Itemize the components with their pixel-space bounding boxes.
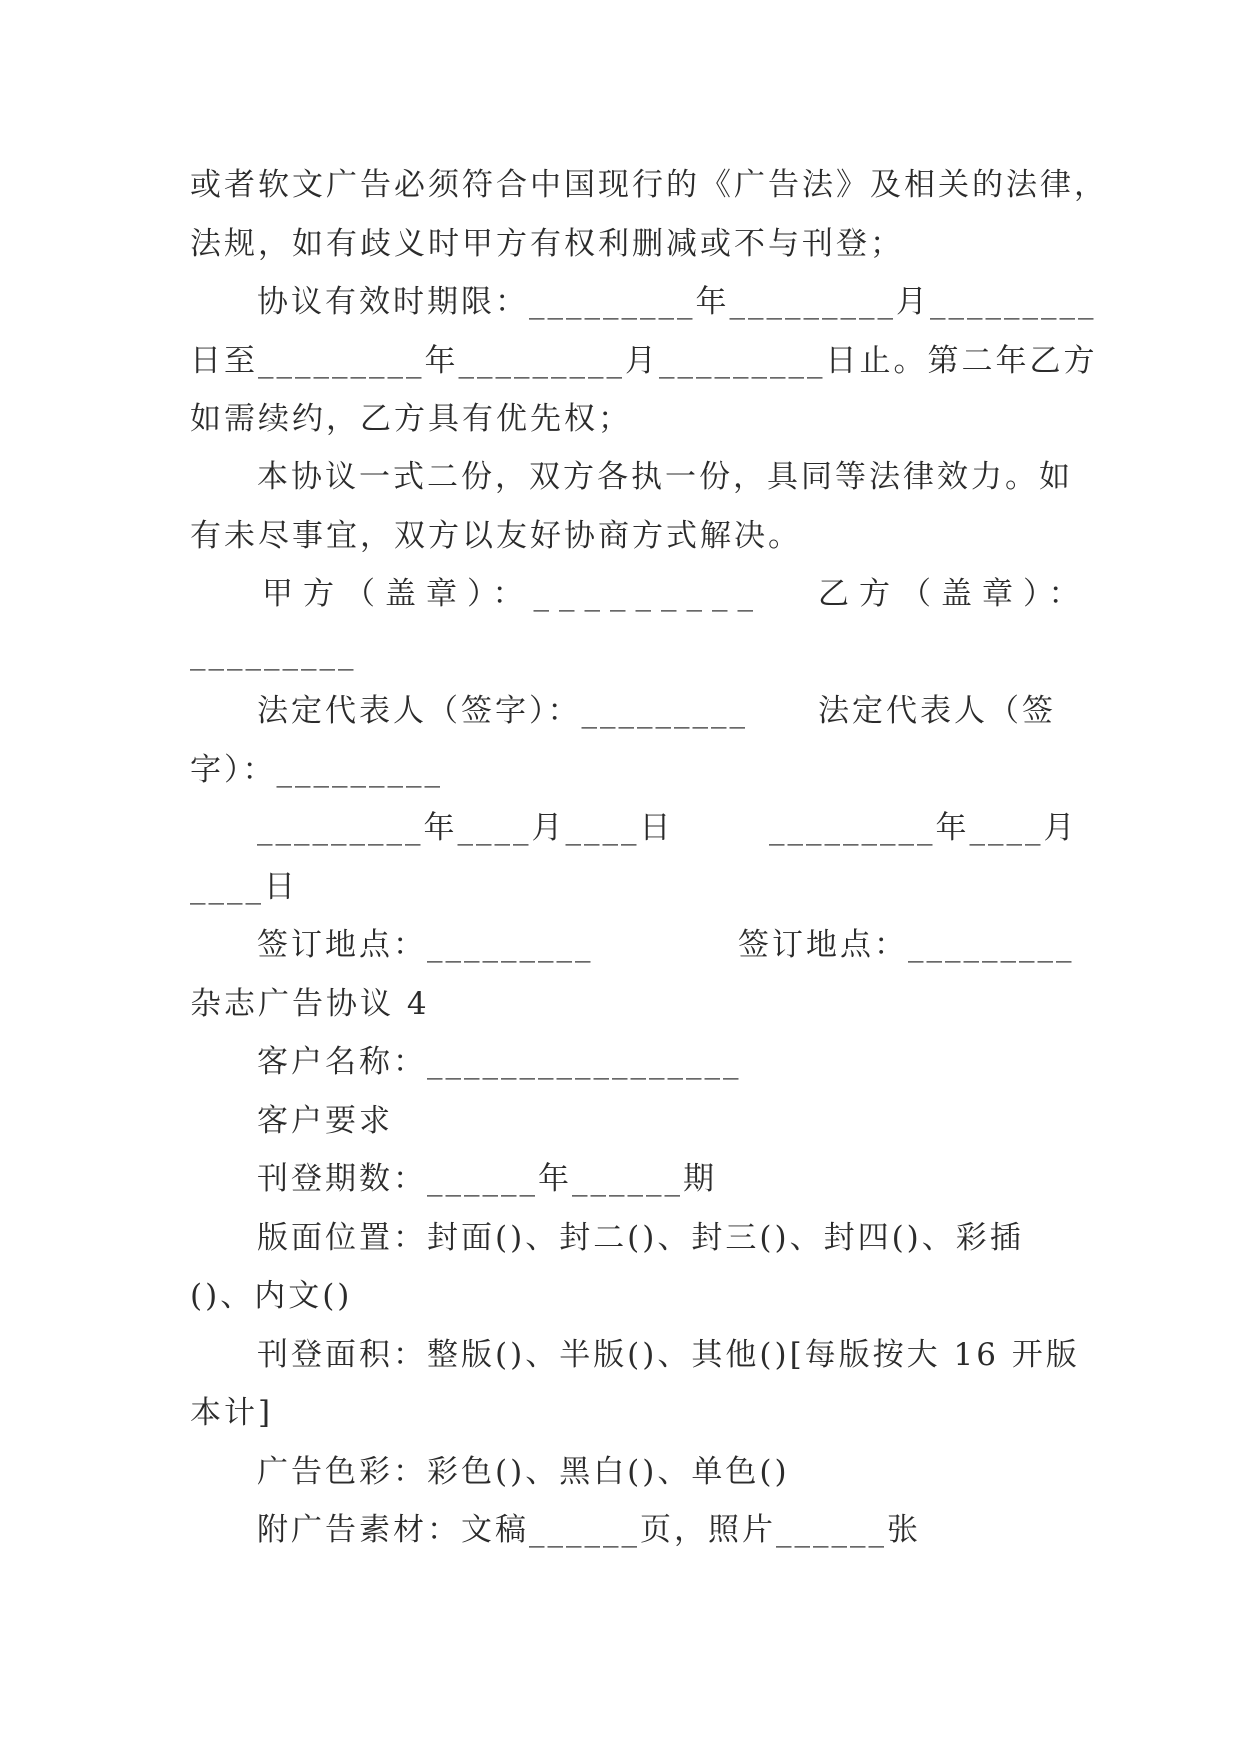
- text-line: 刊登期数：______年______期: [257, 1161, 717, 1197]
- party-a-seal-line: 甲方（盖章）：_________: [262, 576, 763, 612]
- party-a-date-line: _________年____月____日: [257, 810, 674, 846]
- text-line: 客户名称：_________________: [257, 1044, 742, 1080]
- text-line: ()、内文(): [190, 1278, 353, 1314]
- party-b-seal-line: 乙方（盖章）：: [818, 576, 1090, 612]
- text-line: 法规，如有歧义时甲方有权利删减或不与刊登；: [190, 226, 904, 262]
- text-line: 刊登面积：整版()、半版()、其他()[每版按大 16 开版: [257, 1337, 1080, 1373]
- section-title: 杂志广告协议 4: [190, 986, 430, 1022]
- party-b-representative-line: 法定代表人（签: [818, 693, 1056, 729]
- text-line: _________: [190, 635, 357, 671]
- text-line: 日至_________年_________月_________日止。第二年乙方: [190, 343, 1098, 379]
- text-line: 版面位置：封面()、封二()、封三()、封四()、彩插: [257, 1220, 1024, 1256]
- text-line: ____日: [190, 869, 298, 905]
- text-line: 客户要求: [257, 1103, 393, 1139]
- party-a-representative-line: 法定代表人（签字）：_________: [257, 693, 748, 729]
- text-line: 本计]: [190, 1395, 274, 1431]
- text-line: 字）：_________: [190, 752, 443, 788]
- party-b-date-line: _________年____月: [769, 810, 1078, 846]
- text-line: 广告色彩：彩色()、黑白()、单色(): [257, 1454, 790, 1490]
- text-line: 本协议一式二份，双方各执一份，具同等法律效力。如: [257, 459, 1073, 495]
- party-b-place-line: 签订地点：_________: [738, 927, 1075, 963]
- text-line: 有未尽事宜，双方以友好协商方式解决。: [190, 518, 802, 554]
- text-line: 或者软文广告必须符合中国现行的《广告法》及相关的法律，: [190, 167, 1108, 203]
- party-a-place-line: 签订地点：_________: [257, 927, 594, 963]
- text-line: 协议有效时期限：_________年_________月_________: [257, 284, 1097, 320]
- text-line: 如需续约，乙方具有优先权；: [190, 401, 632, 437]
- text-line: 附广告素材：文稿______页，照片______张: [257, 1512, 921, 1548]
